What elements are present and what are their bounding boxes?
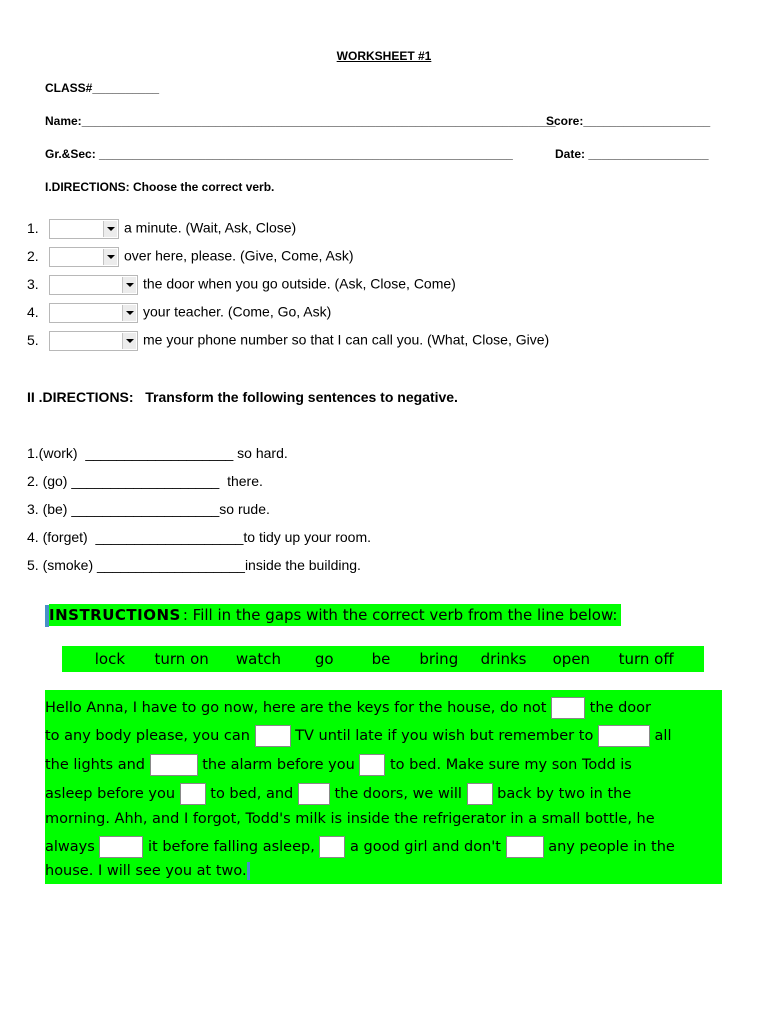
story-text: Hello Anna, I have to go now, here are the keys for the house, do not xyxy=(45,700,547,716)
story-line-4 xyxy=(45,782,631,806)
verb-dropdown-1[interactable] xyxy=(49,219,119,239)
item-number: 1. xyxy=(27,219,39,236)
chevron-down-icon[interactable] xyxy=(122,333,136,349)
gap-input-1[interactable] xyxy=(551,697,585,719)
grsec-blank[interactable]: ______________________________________________________________ xyxy=(99,147,513,161)
score-field xyxy=(546,114,710,128)
story-text: asleep before you xyxy=(45,786,176,802)
verb-dropdown-4[interactable] xyxy=(49,303,138,323)
item-text: me your phone number so that I can call you. (What, Close, Give) xyxy=(143,331,550,348)
instructions-text: : Fill in the gaps with the correct verb from the line below: xyxy=(183,604,622,626)
class-field xyxy=(45,81,159,95)
chevron-down-icon[interactable] xyxy=(103,221,117,237)
word-bank-item: turn on xyxy=(154,650,209,668)
gap-input-10[interactable] xyxy=(319,836,345,858)
item-text: the door when you go outside. (Ask, Close, Come) xyxy=(143,275,456,292)
chevron-down-icon[interactable] xyxy=(122,305,136,321)
gap-input-6[interactable] xyxy=(180,783,206,805)
worksheet-title: WORKSHEET #1 xyxy=(336,49,432,63)
word-bank-item: lock xyxy=(94,650,126,668)
gap-input-7[interactable] xyxy=(298,783,330,805)
part1-item-2 xyxy=(27,247,354,267)
story-text: a good girl and don't xyxy=(350,839,501,855)
item-text: over here, please. (Give, Come, Ask) xyxy=(124,247,354,264)
name-blank[interactable]: _______________________________________________________________________ xyxy=(81,114,556,128)
part2-item-1[interactable]: 1.(work) ___________________ so hard. xyxy=(27,445,288,461)
verb-dropdown-3[interactable] xyxy=(49,275,138,295)
part2-item-5[interactable]: 5. (smoke) ___________________inside the building. xyxy=(27,557,361,573)
score-blank[interactable]: ___________________ xyxy=(583,114,711,128)
part2-item-2[interactable]: 2. (go) ___________________ there. xyxy=(27,473,263,489)
part2-item-3[interactable]: 3. (be) ___________________so rude. xyxy=(27,501,270,517)
story-text: always xyxy=(45,839,95,855)
chevron-down-icon[interactable] xyxy=(122,277,136,293)
part2-item-4[interactable]: 4. (forget) ___________________to tidy up your room. xyxy=(27,529,372,545)
name-label: Name: xyxy=(45,114,82,128)
story-line-7 xyxy=(45,859,250,883)
date-field xyxy=(555,147,709,161)
score-label: Score: xyxy=(546,114,584,128)
story-text: the lights and xyxy=(45,757,145,773)
gap-input-4[interactable] xyxy=(150,754,198,776)
date-label: Date: xyxy=(555,147,586,161)
story-text: the doors, we will xyxy=(334,786,462,802)
item-number: 4. xyxy=(27,303,39,320)
text-cursor-marker xyxy=(247,862,250,880)
gap-input-2[interactable] xyxy=(255,725,291,747)
story-text: to any body please, you can xyxy=(45,728,250,744)
story-text: all xyxy=(654,728,672,744)
verb-dropdown-2[interactable] xyxy=(49,247,119,267)
gap-input-9[interactable] xyxy=(99,836,143,858)
story-line-2 xyxy=(45,724,671,748)
gap-input-8[interactable] xyxy=(467,783,493,805)
story-text: TV until late if you wish but remember to xyxy=(295,728,594,744)
chevron-down-icon[interactable] xyxy=(103,249,117,265)
gap-input-11[interactable] xyxy=(506,836,544,858)
grsec-field xyxy=(45,147,513,161)
story-line-3 xyxy=(45,753,632,777)
gap-input-3[interactable] xyxy=(598,725,650,747)
story-line-5: morning. Ahh, and I forgot, Todd's milk is inside the refrigerator in a small bottle, he xyxy=(45,811,655,827)
word-bank-item: be xyxy=(371,650,391,668)
grsec-label: Gr.&Sec: xyxy=(45,147,96,161)
part2-directions: II .DIRECTIONS: Transform the following sentences to negative. xyxy=(27,389,458,405)
instructions-label: INSTRUCTIONS xyxy=(49,606,181,624)
word-bank-item: watch xyxy=(235,650,281,668)
class-blank[interactable]: __________ xyxy=(92,81,160,95)
item-number: 3. xyxy=(27,275,39,292)
word-bank xyxy=(62,646,704,672)
word-bank-item: drinks xyxy=(480,650,527,668)
item-text: your teacher. (Come, Go, Ask) xyxy=(143,303,332,320)
word-bank-item: turn off xyxy=(618,650,674,668)
item-number: 2. xyxy=(27,247,39,264)
verb-dropdown-5[interactable] xyxy=(49,331,138,351)
date-blank[interactable]: __________________ xyxy=(588,147,709,161)
class-label: CLASS# xyxy=(45,81,93,95)
story-text: to bed, and xyxy=(210,786,294,802)
name-field xyxy=(45,114,556,128)
word-bank-item: go xyxy=(314,650,334,668)
part3-instructions xyxy=(45,603,621,627)
story-text: any people in the xyxy=(548,839,675,855)
story-text: house. I will see you at two. xyxy=(45,863,247,879)
part1-item-1 xyxy=(27,219,296,239)
story-text: to bed. Make sure my son Todd is xyxy=(390,757,632,773)
story-text: the door xyxy=(589,700,651,716)
part1-directions: I.DIRECTIONS: Choose the correct verb. xyxy=(45,180,275,194)
gap-input-5[interactable] xyxy=(359,754,385,776)
story-text: it before falling asleep, xyxy=(148,839,315,855)
item-number: 5. xyxy=(27,331,39,348)
word-bank-item: open xyxy=(552,650,591,668)
story-text: back by two in the xyxy=(497,786,632,802)
word-bank-item: bring xyxy=(419,650,459,668)
part1-item-5 xyxy=(27,331,549,351)
part1-item-3 xyxy=(27,275,456,295)
story-text: the alarm before you xyxy=(202,757,355,773)
item-text: a minute. (Wait, Ask, Close) xyxy=(124,219,297,236)
story-line-1 xyxy=(45,696,651,720)
story-line-6 xyxy=(45,835,675,859)
part1-item-4 xyxy=(27,303,331,323)
